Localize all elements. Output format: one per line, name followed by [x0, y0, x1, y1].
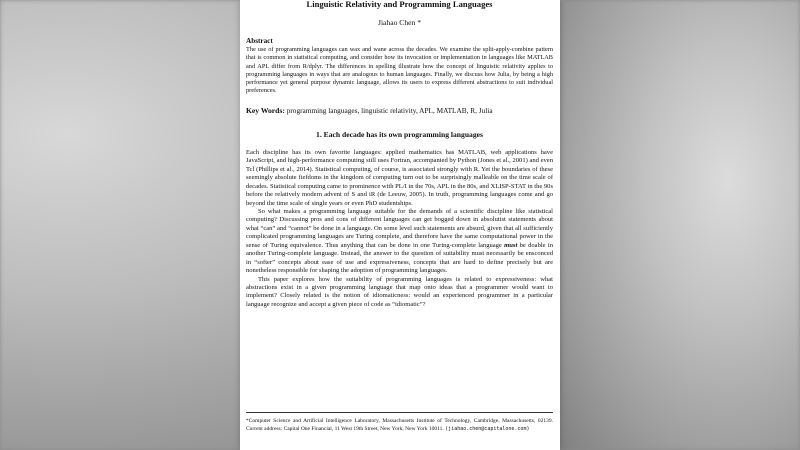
- abstract-text: The use of programming languages can wax and wane across the decades. We examine the split-apply-combine pattern that is common in statistical computing, and consider how its invocation or implementation in languages like MATLAB and APL differ from R/dplyr. The differences in spelling illustrate how the concept of linguistic relativity applies to programming languages in ways that are analogous to human languages. Finally, we discuss how Julia, by being a high performance yet general purpose dynamic language, allows its users to express different abstractions to suit individual preferences.: [246, 46, 553, 95]
- paragraph-2-part-2: be doable in another Turing-complete language. Instead, the answer to the question of suitability must necessarily be ensconced in “softer” concepts about ease of use and expressiveness, concepts that are hard to define precisely but are nonetheless responsible for shaping the adoption of programming languages.: [246, 241, 554, 275]
- keywords-line: [246, 106, 553, 116]
- footnote-email: (jiahao.chen@capitalone.com): [445, 425, 530, 432]
- paragraph-2-emphasis: must: [504, 241, 518, 249]
- paper-title: Linguistic Relativity and Programming Languages: [306, 0, 493, 9]
- footnote-affiliation: *Computer Science and Artificial Intelligence Laboratory, Massachusetts Institute of Technology, Cambridge, Massachusetts, 02139. Current address: Capital One Financial, 11 West 19th Street, New York, New York 10011.: [246, 418, 553, 432]
- paragraph-2-part-1: So what makes a programming language suitable for the demands of a scientific discipline like statistical computing? Discussing pros and cons of different languages can get bogged down in absolutist statements about what “can” and “cannot” be done in a language. On some level such statements are absurd, given that all sufficiently complicated programming languages are Turing complete, and therefore have the same computational power in the sense of Turing equivalence. Thus anything that can be done in one Turing-complete language: [246, 207, 553, 249]
- keywords-label: Key Words:: [246, 105, 285, 115]
- paper-page: [240, 0, 560, 450]
- paragraph-3: This paper explores how the suitability of programming languages is related to expressiveness: what abstractions exist in a given programming language that map onto ideas that a programmer would want to implement? Closely related is the notion of idiomaticness: would an experienced programmer in a particular language recognize and accept a given piece of code as “idiomatic”?: [246, 275, 553, 308]
- footnote: [246, 412, 553, 433]
- paper-author: Jiahao Chen *: [377, 18, 422, 27]
- section-title: 1. Each decade has its own programming languages: [316, 129, 483, 139]
- paragraph-2: [246, 208, 553, 276]
- section-body: [246, 149, 553, 310]
- keywords-list: programming languages, linguistic relativity, APL, MATLAB, R, Julia: [286, 105, 493, 115]
- paragraph-1: Each discipline has its own favorite languages: applied mathematics has MATLAB, web applications have JavaScript, and high-performance computing still uses Fortran, accompanied by Python (Jones et al., 2001) and even Tcl (Phillips et al., 2014). Statistical computing, of course, is associated strongly with R. Yet the boundaries of these seemingly absolute fiefdoms in the kingdom of computing turn out to be surprisingly malleable on the time scale of decades. Statistical computing came to prominence with PL/I in the 70s, APL in the 80s, and XLISP-STAT in the 90s before the relatively modern advent of S and iR (de Leeuw, 2005). In truth, programming languages come and go beyond the time scale of single years or even PhD studentships.: [246, 148, 553, 207]
- abstract-heading: Abstract: [246, 37, 273, 45]
- page-content: [246, 0, 553, 309]
- blurred-background-right: [560, 0, 800, 450]
